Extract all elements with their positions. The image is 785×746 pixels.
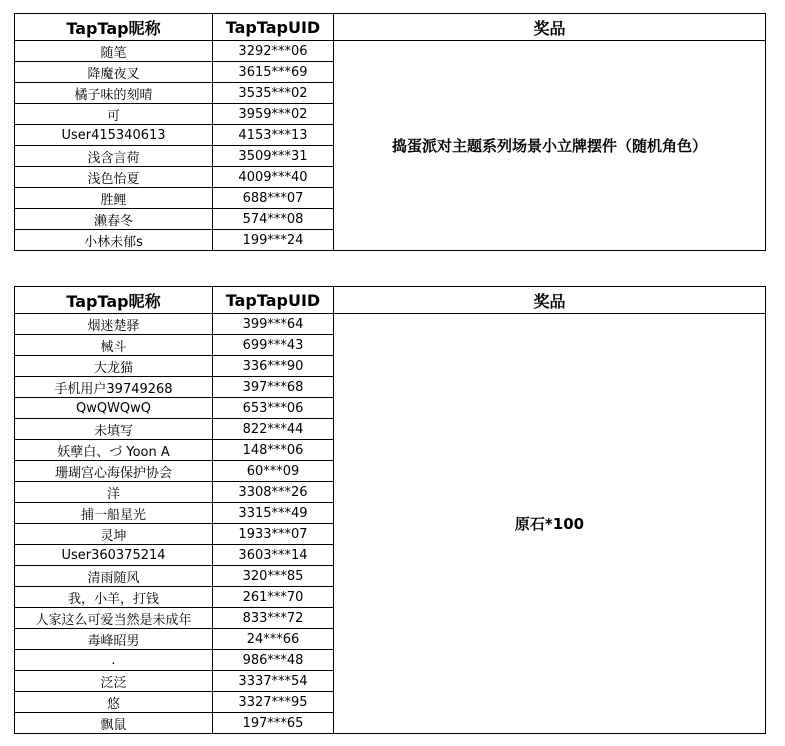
nickname-cell: 濑春冬 [15,209,213,230]
uid-cell: 336***90 [213,356,334,377]
header-uid: TapTapUID [213,287,334,314]
nickname-cell: 橘子味的刻晴 [15,83,213,104]
nickname-cell: 人家这么可爱当然是未成年 [15,608,213,629]
table-body [15,41,766,251]
header-row [15,287,766,314]
nickname-cell: 泛泛 [15,671,213,692]
uid-cell: 24***66 [213,629,334,650]
nickname-cell: 未填写 [15,419,213,440]
header-row [15,14,766,41]
uid-cell: 3535***02 [213,83,334,104]
uid-cell: 4009***40 [213,167,334,188]
nickname-cell: 小林未郁s [15,230,213,251]
nickname-cell: 械斗 [15,335,213,356]
uid-cell: 4153***13 [213,125,334,146]
uid-cell: 3292***06 [213,41,334,62]
uid-cell: 3615***69 [213,62,334,83]
uid-cell: 3509***31 [213,146,334,167]
nickname-cell: 捕一船星光 [15,503,213,524]
prize-cell: 捣蛋派对主题系列场景小立牌摆件（随机角色） [334,41,766,251]
uid-cell: 3308***26 [213,482,334,503]
nickname-cell: 洋 [15,482,213,503]
uid-cell: 60***09 [213,461,334,482]
header-nickname: TapTap昵称 [15,287,213,314]
uid-cell: 3959***02 [213,104,334,125]
uid-cell: 822***44 [213,419,334,440]
uid-cell: 148***06 [213,440,334,461]
uid-cell: 3327***95 [213,692,334,713]
nickname-cell: 毒峰昭男 [15,629,213,650]
nickname-cell: 胜鲤 [15,188,213,209]
table-row [15,314,766,335]
nickname-cell: 悠 [15,692,213,713]
nickname-cell: 清雨随风 [15,566,213,587]
nickname-cell: 浅色怡夏 [15,167,213,188]
nickname-cell: 飘鼠 [15,713,213,734]
uid-cell: 986***48 [213,650,334,671]
nickname-cell: 可 [15,104,213,125]
nickname-cell: . [15,650,213,671]
uid-cell: 3337***54 [213,671,334,692]
nickname-cell: 灵坤 [15,524,213,545]
nickname-cell: 手机用户39749268 [15,377,213,398]
uid-cell: 574***08 [213,209,334,230]
nickname-cell: 浅含言荷 [15,146,213,167]
nickname-cell: 妖孽白、づ Yoon A [15,440,213,461]
uid-cell: 688***07 [213,188,334,209]
nickname-cell: 我，小羊，打钱 [15,587,213,608]
nickname-cell: 降魔夜叉 [15,62,213,83]
uid-cell: 699***43 [213,335,334,356]
header-uid: TapTapUID [213,14,334,41]
nickname-cell: User415340613 [15,125,213,146]
table-row [15,41,766,62]
header-nickname: TapTap昵称 [15,14,213,41]
uid-cell: 199***24 [213,230,334,251]
uid-cell: 320***85 [213,566,334,587]
nickname-cell: 烟迷楚驿 [15,314,213,335]
nickname-cell: User360375214 [15,545,213,566]
uid-cell: 1933***07 [213,524,334,545]
uid-cell: 261***70 [213,587,334,608]
nickname-cell: QwQWQwQ [15,398,213,419]
uid-cell: 197***65 [213,713,334,734]
header-prize: 奖品 [334,14,766,41]
winners-table-2 [14,286,766,734]
nickname-cell: 珊瑚宫心海保护协会 [15,461,213,482]
nickname-cell: 大龙猫 [15,356,213,377]
winners-table-1 [14,13,766,251]
prize-cell: 原石*100 [334,314,766,734]
table-body [15,314,766,734]
uid-cell: 3315***49 [213,503,334,524]
uid-cell: 397***68 [213,377,334,398]
uid-cell: 833***72 [213,608,334,629]
uid-cell: 3603***14 [213,545,334,566]
uid-cell: 399***64 [213,314,334,335]
uid-cell: 653***06 [213,398,334,419]
nickname-cell: 随笔 [15,41,213,62]
header-prize: 奖品 [334,287,766,314]
